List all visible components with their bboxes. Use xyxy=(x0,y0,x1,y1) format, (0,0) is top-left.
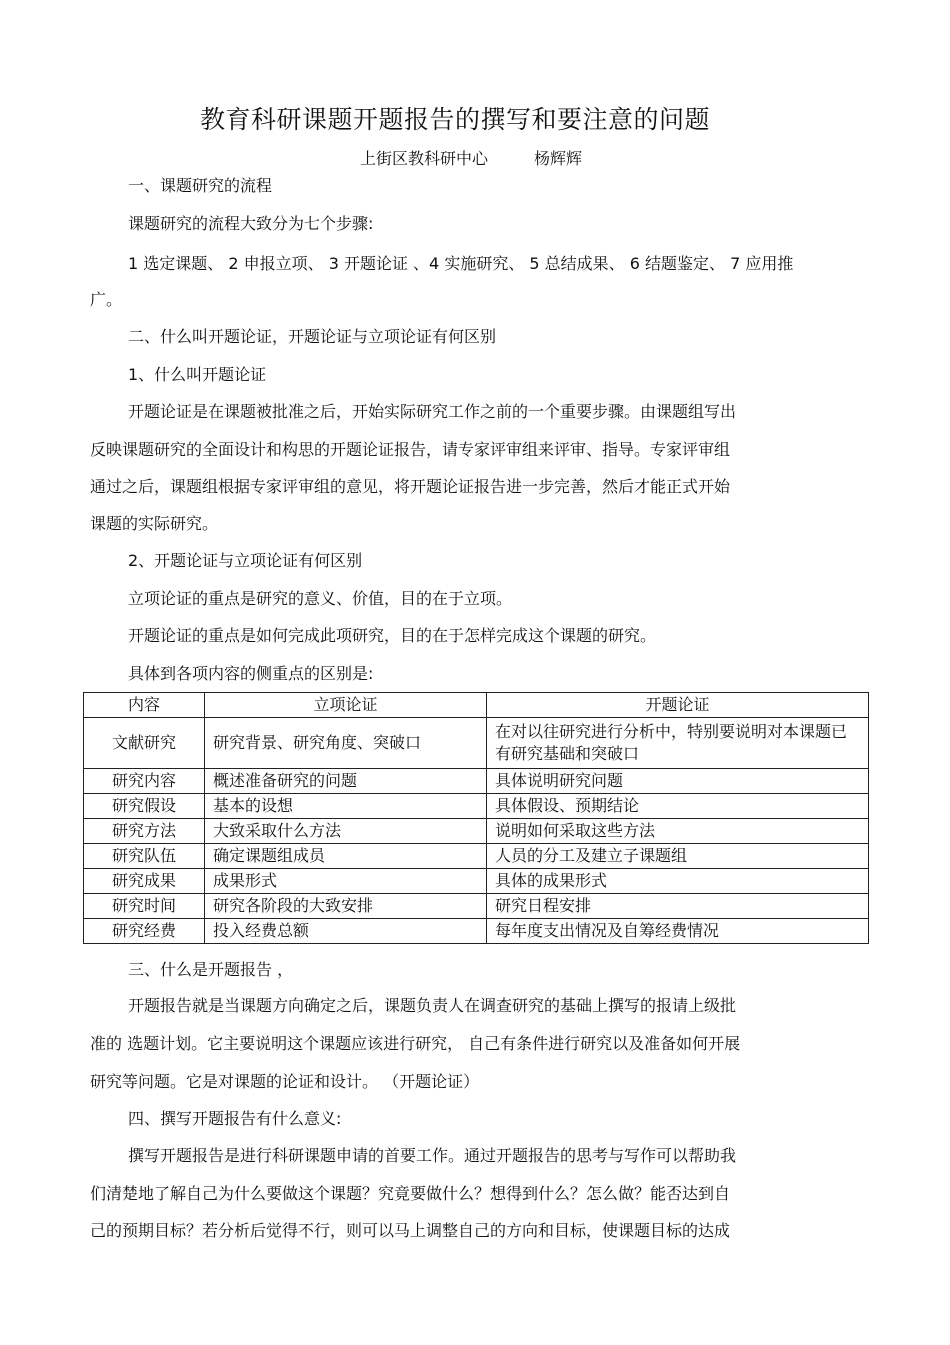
table-cell: 研究时间 xyxy=(84,894,205,919)
table-row xyxy=(84,718,869,769)
paragraph: 通过之后，课题组根据专家评审组的意见，将开题论证报告进一步完善，然后才能正式开始 xyxy=(90,477,731,496)
table-cell: 每年度支出情况及自筹经费情况 xyxy=(487,919,869,944)
table-row xyxy=(84,819,869,844)
table-cell: 确定课题组成员 xyxy=(205,844,487,869)
table-row xyxy=(84,844,869,869)
table-cell: 研究假设 xyxy=(84,794,205,819)
table-row xyxy=(84,794,869,819)
column-header: 立项论证 xyxy=(205,693,487,718)
paragraph: 开题报告就是当课题方向确定之后，课题负责人在调查研究的基础上撰写的报请上级批 xyxy=(128,996,737,1015)
table-cell: 研究背景、研究角度、突破口 xyxy=(205,718,487,769)
table-cell: 具体的成果形式 xyxy=(487,869,869,894)
table-cell: 研究成果 xyxy=(84,869,205,894)
paragraph: 1 选定课题、 2 申报立项、 3 开题论证 、4 实施研究、 5 总结成果、 6 结题鉴定、 7 应用推 xyxy=(128,254,794,273)
section-3-heading: 三、什么是开题报告 ， xyxy=(128,960,294,979)
table-cell: 研究各阶段的大致安排 xyxy=(205,894,487,919)
table-row xyxy=(84,894,869,919)
table-cell: 具体说明研究问题 xyxy=(487,769,869,794)
table-cell: 概述准备研究的问题 xyxy=(205,769,487,794)
table-cell: 投入经费总额 xyxy=(205,919,487,944)
subsection-heading: 1、什么叫开题论证 xyxy=(128,365,267,384)
table-cell: 文献研究 xyxy=(84,718,205,769)
paragraph: 开题论证的重点是如何完成此项研究，目的在于怎样完成这个课题的研究。 xyxy=(128,626,657,645)
table-cell: 成果形式 xyxy=(205,869,487,894)
table-cell: 人员的分工及建立子课题组 xyxy=(487,844,869,869)
column-header: 开题论证 xyxy=(487,693,869,718)
column-header: 内容 xyxy=(84,693,205,718)
comparison-table xyxy=(83,692,869,944)
paragraph: 课题的实际研究。 xyxy=(90,514,219,533)
table-header-row xyxy=(84,693,869,718)
paragraph: 准的 选题计划。它主要说明这个课题应该进行研究， 自己有条件进行研究以及准备如何开展 xyxy=(90,1034,741,1053)
document-title: 教育科研课题开题报告的撰写和要注意的问题 xyxy=(199,105,710,134)
paragraph: 研究等问题。它是对课题的论证和设计。 （开题论证） xyxy=(90,1072,480,1091)
table-row xyxy=(84,869,869,894)
table-cell: 基本的设想 xyxy=(205,794,487,819)
table-cell: 研究内容 xyxy=(84,769,205,794)
table-cell: 研究队伍 xyxy=(84,844,205,869)
subsection-heading: 2、开题论证与立项论证有何区别 xyxy=(128,551,363,570)
author-line xyxy=(360,146,582,169)
paragraph: 撰写开题报告是进行科研课题申请的首要工作。通过开题报告的思考与写作可以帮助我 xyxy=(128,1146,737,1165)
table-cell: 研究日程安排 xyxy=(487,894,869,919)
table-cell: 说明如何采取这些方法 xyxy=(487,819,869,844)
author-name: 杨辉辉 xyxy=(534,149,583,168)
section-4-heading: 四、撰写开题报告有什么意义: xyxy=(128,1109,342,1128)
paragraph: 广。 xyxy=(90,290,123,309)
table-cell: 研究方法 xyxy=(84,819,205,844)
section-1-heading: 一、课题研究的流程 xyxy=(128,176,273,195)
table-row xyxy=(84,769,869,794)
paragraph: 课题研究的流程大致分为七个步骤: xyxy=(128,214,374,233)
author-org: 上街区教科研中心 xyxy=(360,149,489,168)
paragraph: 们清楚地了解自己为什么要做这个课题？究竟要做什么？想得到什么？怎么做？能否达到自 xyxy=(90,1184,731,1203)
table-row xyxy=(84,919,869,944)
table-cell: 研究经费 xyxy=(84,919,205,944)
paragraph: 立项论证的重点是研究的意义、价值，目的在于立项。 xyxy=(128,589,513,608)
table-cell: 在对以往研究进行分析中，特别要说明对本课题已有研究基础和突破口 xyxy=(487,718,869,769)
paragraph: 开题论证是在课题被批准之后，开始实际研究工作之前的一个重要步骤。由课题组写出 xyxy=(128,402,737,421)
table-cell: 具体假设、预期结论 xyxy=(487,794,869,819)
paragraph: 己的预期目标？若分析后觉得不行，则可以马上调整自己的方向和目标，使课题目标的达成 xyxy=(90,1221,731,1240)
paragraph: 反映课题研究的全面设计和构思的开题论证报告，请专家评审组来评审、指导。专家评审组 xyxy=(90,440,731,459)
paragraph: 具体到各项内容的侧重点的区别是: xyxy=(128,664,374,683)
table-cell: 大致采取什么方法 xyxy=(205,819,487,844)
section-2-heading: 二、什么叫开题论证，开题论证与立项论证有何区别 xyxy=(128,327,497,346)
